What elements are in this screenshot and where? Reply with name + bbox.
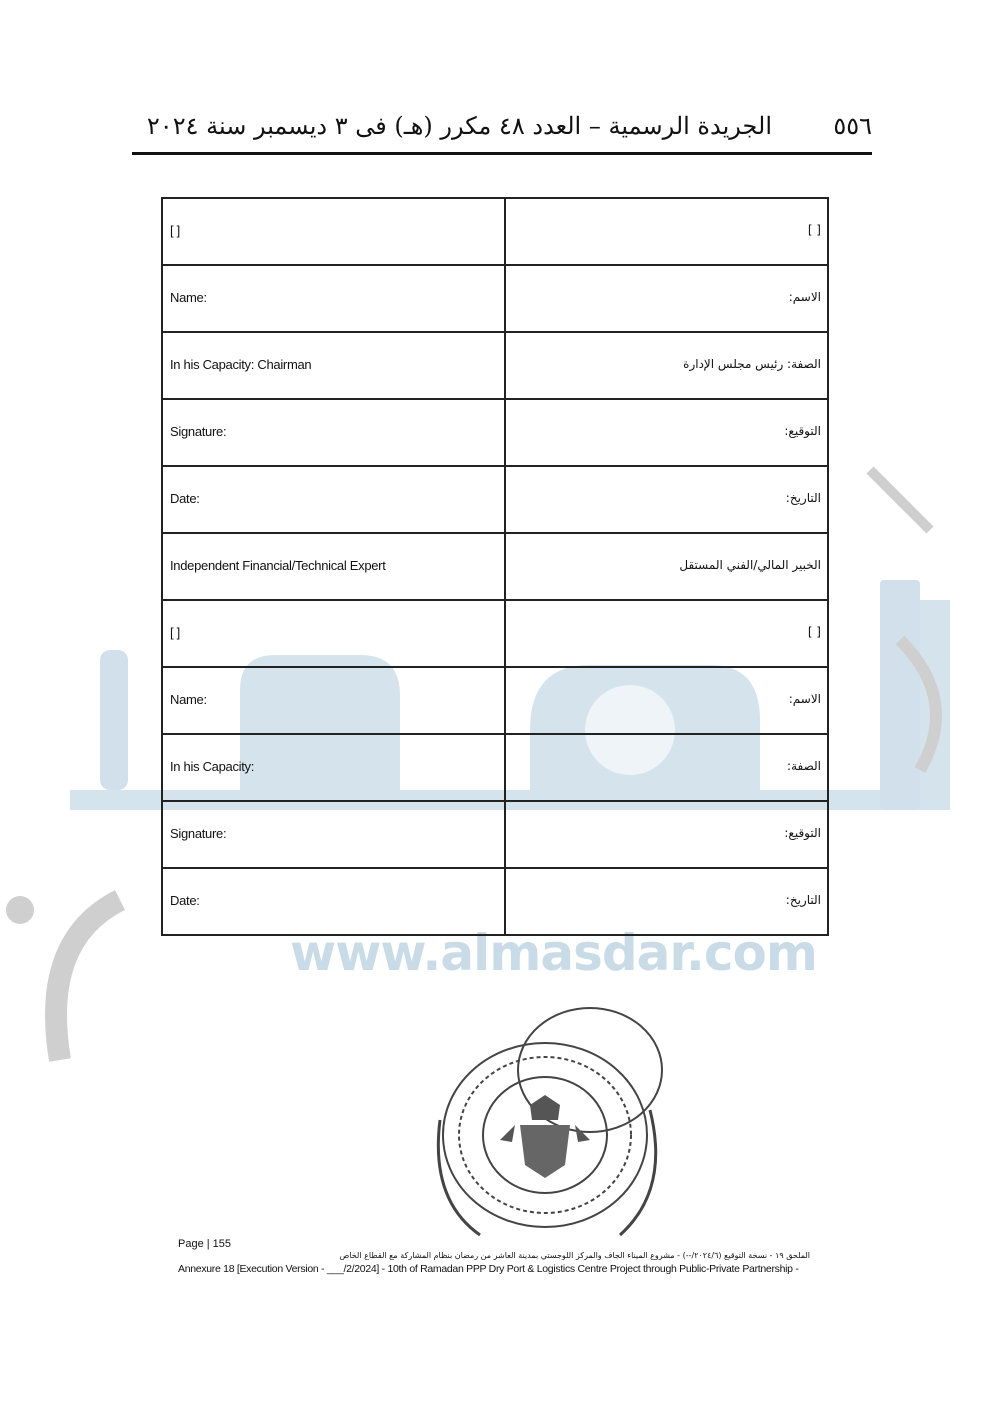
footer-english-line: Annexure 18 [Execution Version - ___/2/2024] - 10th of Ramadan PPP Dry Port & Logistics Centre Project through Public-Private Partnership - <box>178 1263 799 1275</box>
table-row <box>162 801 828 868</box>
page-number: ٥٥٦ <box>833 112 872 140</box>
english-cell: Date: <box>162 466 505 533</box>
signature-table <box>161 197 829 936</box>
arabic-cell: التوقيع: <box>505 801 828 868</box>
english-cell: In his Capacity: Chairman <box>162 332 505 399</box>
arabic-cell: الاسم: <box>505 265 828 332</box>
arabic-cell: [ ] <box>505 198 828 265</box>
table-row <box>162 600 828 667</box>
footer-page-number: Page | 155 <box>178 1238 232 1250</box>
english-cell: [ ] <box>162 600 505 667</box>
english-cell: Independent Financial/Technical Expert <box>162 533 505 600</box>
table-row <box>162 667 828 734</box>
arabic-cell: [ ] <box>505 600 828 667</box>
english-cell: Name: <box>162 667 505 734</box>
english-cell: [ ] <box>162 198 505 265</box>
footer-arabic-line: الملحق ١٩ - نسخة التوقيع (٢٠٢٤/٦/--) - مشروع الميناء الجاف والمركز اللوجستي بمدينة العاشر من رمضان بنظام المشاركة مع القطاع الخاص <box>339 1251 810 1260</box>
english-cell: Signature: <box>162 801 505 868</box>
page-header <box>132 112 872 152</box>
english-cell: Signature: <box>162 399 505 466</box>
arabic-cell: التوقيع: <box>505 399 828 466</box>
table-row <box>162 399 828 466</box>
english-cell: Name: <box>162 265 505 332</box>
watermark-arc-left <box>0 880 150 1080</box>
header-rule <box>132 152 872 155</box>
table-row <box>162 533 828 600</box>
watermark-url: www.almasdar.com <box>290 924 817 982</box>
english-cell: Date: <box>162 868 505 935</box>
table-row <box>162 734 828 801</box>
watermark-arc-right <box>860 440 1004 800</box>
table-row <box>162 265 828 332</box>
table-row <box>162 466 828 533</box>
arabic-cell: الاسم: <box>505 667 828 734</box>
official-seal-stamp <box>420 1000 680 1250</box>
arabic-cell: الخبير المالي/الفني المستقل <box>505 533 828 600</box>
arabic-cell: الصفة: رئيس مجلس الإدارة <box>505 332 828 399</box>
table-row <box>162 332 828 399</box>
arabic-cell: الصفة: <box>505 734 828 801</box>
arabic-cell: التاريخ: <box>505 868 828 935</box>
gazette-title: الجريدة الرسمية – العدد ٤٨ مكرر (هـ) فى ٣ ديسمبر سنة ٢٠٢٤ <box>146 112 772 140</box>
table-row <box>162 868 828 935</box>
english-cell: In his Capacity: <box>162 734 505 801</box>
table-row <box>162 198 828 265</box>
arabic-cell: التاريخ: <box>505 466 828 533</box>
